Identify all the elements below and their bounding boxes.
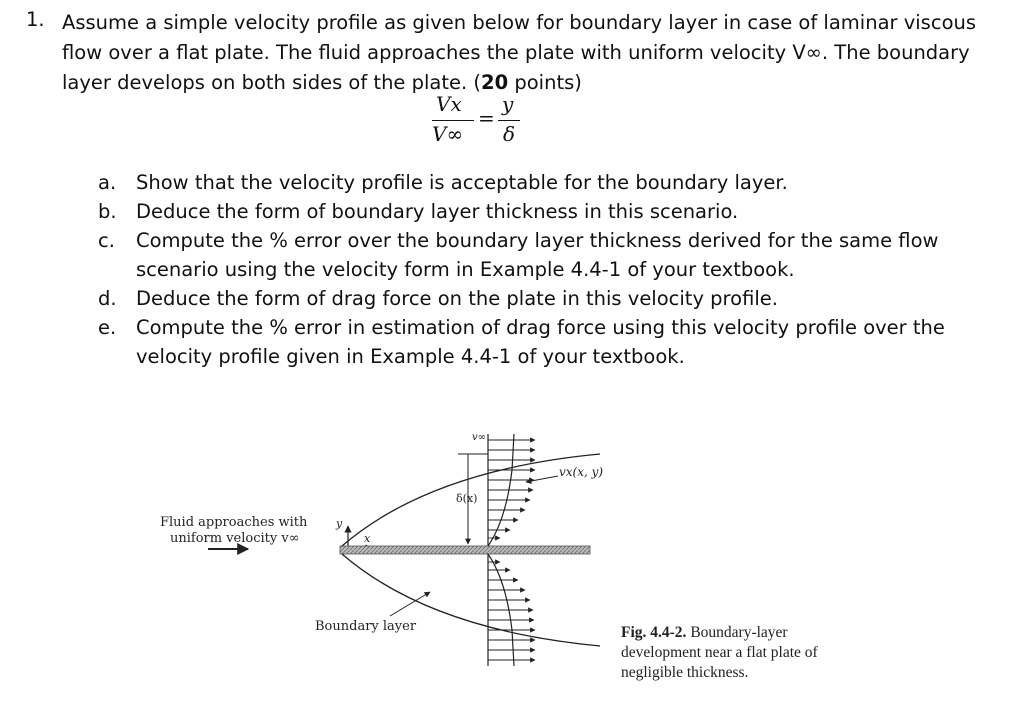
boundary-layer-label: Boundary layer (315, 619, 417, 634)
flat-plate (340, 546, 590, 554)
formula-rhs-denominator: δ (503, 122, 516, 146)
sub-question-label: d. (98, 287, 117, 310)
sub-question-text: Show that the velocity profile is acceptable for the boundary layer. (136, 171, 788, 194)
formula-lhs-numerator: Vx (436, 92, 462, 116)
question-text (62, 8, 982, 98)
formula-rhs-fraction-bar (498, 120, 520, 121)
sub-question-d (98, 284, 978, 313)
sub-question-label: c. (98, 229, 115, 252)
figure-caption-number: Fig. 4.4-2. (621, 624, 687, 641)
sub-question-label: a. (98, 171, 117, 194)
upper-profile-arrows (488, 440, 535, 538)
vx-label: vx(x, y) (559, 465, 604, 479)
x-axis-label: x (364, 532, 371, 545)
sub-question-label: e. (98, 316, 117, 339)
sub-question-a (98, 168, 978, 197)
sub-question-text: Compute the % error in estimation of drag force using this velocity profile over the velocity profile given in Example 4.4-1 of your textbook. (136, 316, 945, 368)
figure-caption-text: Boundary-layer development near a flat plate of negligible thickness. (621, 624, 818, 681)
sub-question-c (98, 226, 978, 284)
v-infinity-label: v∞ (472, 432, 486, 443)
velocity-profile-formula (430, 92, 530, 156)
figure-caption (621, 623, 861, 683)
question-number: 1. (26, 8, 45, 31)
vx-pointer-arrow (526, 476, 558, 482)
points-suffix: points) (508, 71, 582, 94)
points-value: 20 (481, 71, 509, 94)
formula-rhs-numerator: y (502, 92, 514, 116)
sub-question-text: Deduce the form of boundary layer thickness in this scenario. (136, 200, 739, 223)
question-body: Assume a simple velocity profile as given below for boundary layer in case of laminar viscous flow over a flat plate. The fluid approaches the plate with uniform velocity V∞. The boundary layer develops on both sides of the plate. ( (62, 11, 977, 94)
delta-label: δ(x) (456, 492, 478, 505)
sub-question-e (98, 313, 978, 371)
sub-question-b (98, 197, 978, 226)
formula-lhs-fraction-bar (432, 120, 474, 121)
fluid-label-line1: Fluid approaches with (160, 515, 308, 530)
sub-question-label: b. (98, 200, 117, 223)
fluid-label-line2: uniform velocity v∞ (170, 531, 300, 546)
sub-question-list (98, 168, 978, 371)
sub-question-text: Deduce the form of drag force on the plate in this velocity profile. (136, 287, 778, 310)
formula-equals: = (478, 106, 495, 130)
lower-profile-arrows (488, 562, 535, 660)
sub-question-text: Compute the % error over the boundary layer thickness derived for the same flow scenario using the velocity form in Example 4.4-1 of your textbook. (136, 229, 939, 281)
y-axis-label: y (336, 517, 343, 530)
formula-lhs-denominator: V∞ (432, 122, 464, 146)
